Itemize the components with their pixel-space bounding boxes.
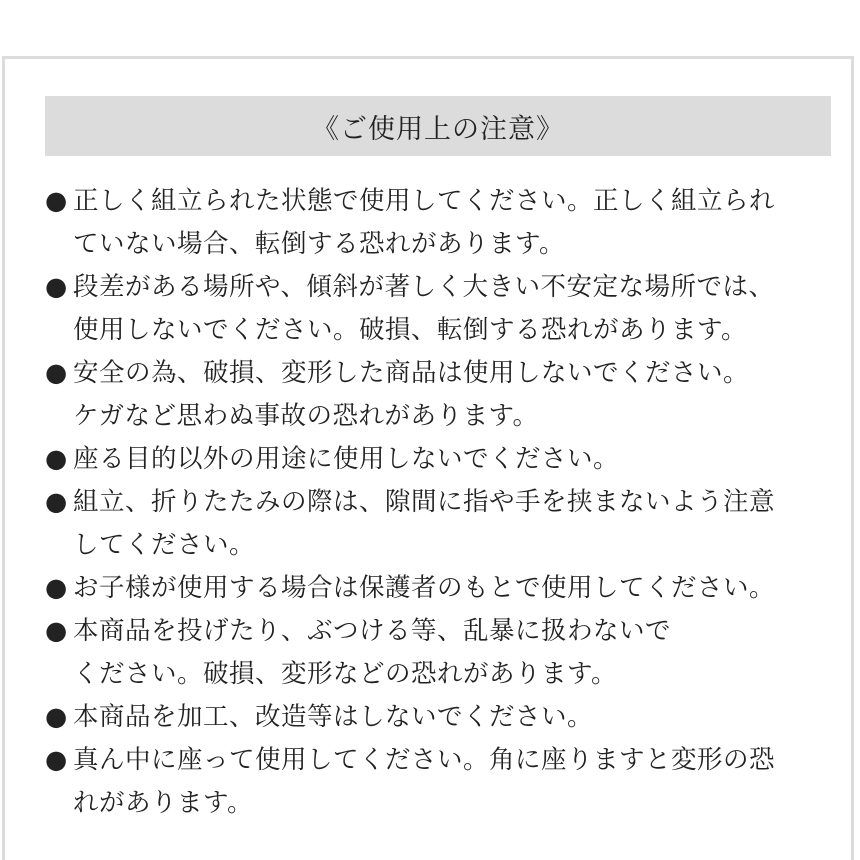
note-text: お子様が使用する場合は保護者のもとで使用してください。 [73, 573, 776, 603]
caution-panel [2, 56, 854, 860]
note-text: してください。 [73, 530, 256, 560]
note-text: 安全の為、破損、変形した商品は使用しないでください。 [73, 358, 750, 388]
list-item [45, 481, 835, 567]
note-text: 真ん中に座って使用してください。角に座りますと変形の恐 [73, 745, 776, 775]
list-item [45, 180, 835, 266]
note-text: 本商品を投げたり、ぶつける等、乱暴に扱わないで [73, 616, 672, 646]
bullet-icon: ● [45, 702, 68, 732]
bullet-icon: ● [45, 186, 68, 216]
caution-list [45, 180, 835, 825]
note-text: 組立、折りたたみの際は、隙間に指や手を挟まないよう注意 [73, 487, 776, 517]
note-text: 本商品を加工、改造等はしないでください。 [73, 702, 594, 732]
note-text: ていない場合、転倒する恐れがあります。 [73, 229, 565, 259]
note-text: 段差がある場所や、傾斜が著しく大きい不安定な場所では、 [73, 272, 775, 302]
list-item [45, 739, 835, 825]
list-item [45, 610, 835, 696]
bullet-icon: ● [45, 616, 68, 646]
note-text: 使用しないでください。破損、転倒する恐れがあります。 [73, 315, 747, 345]
bullet-icon: ● [45, 358, 68, 388]
page-title: 《ご使用上の注意》 [312, 113, 564, 145]
title-bar [45, 96, 831, 156]
list-item [45, 438, 835, 481]
list-item [45, 567, 835, 610]
note-text: ケガなど思わぬ事故の恐れがあります。 [73, 401, 539, 431]
bullet-icon: ● [45, 444, 68, 474]
note-text: 座る目的以外の用途に使用しないでください。 [73, 444, 620, 474]
bullet-icon: ● [45, 573, 68, 603]
list-item [45, 696, 835, 739]
note-text: 正しく組立られた状態で使用してください。正しく組立られ [73, 186, 776, 216]
bullet-icon: ● [45, 272, 68, 302]
bullet-icon: ● [45, 487, 68, 517]
note-text: ください。破損、変形などの恐れがあります。 [73, 659, 617, 689]
note-text: れがあります。 [73, 788, 253, 818]
list-item [45, 352, 835, 438]
list-item [45, 266, 835, 352]
bullet-icon: ● [45, 745, 68, 775]
